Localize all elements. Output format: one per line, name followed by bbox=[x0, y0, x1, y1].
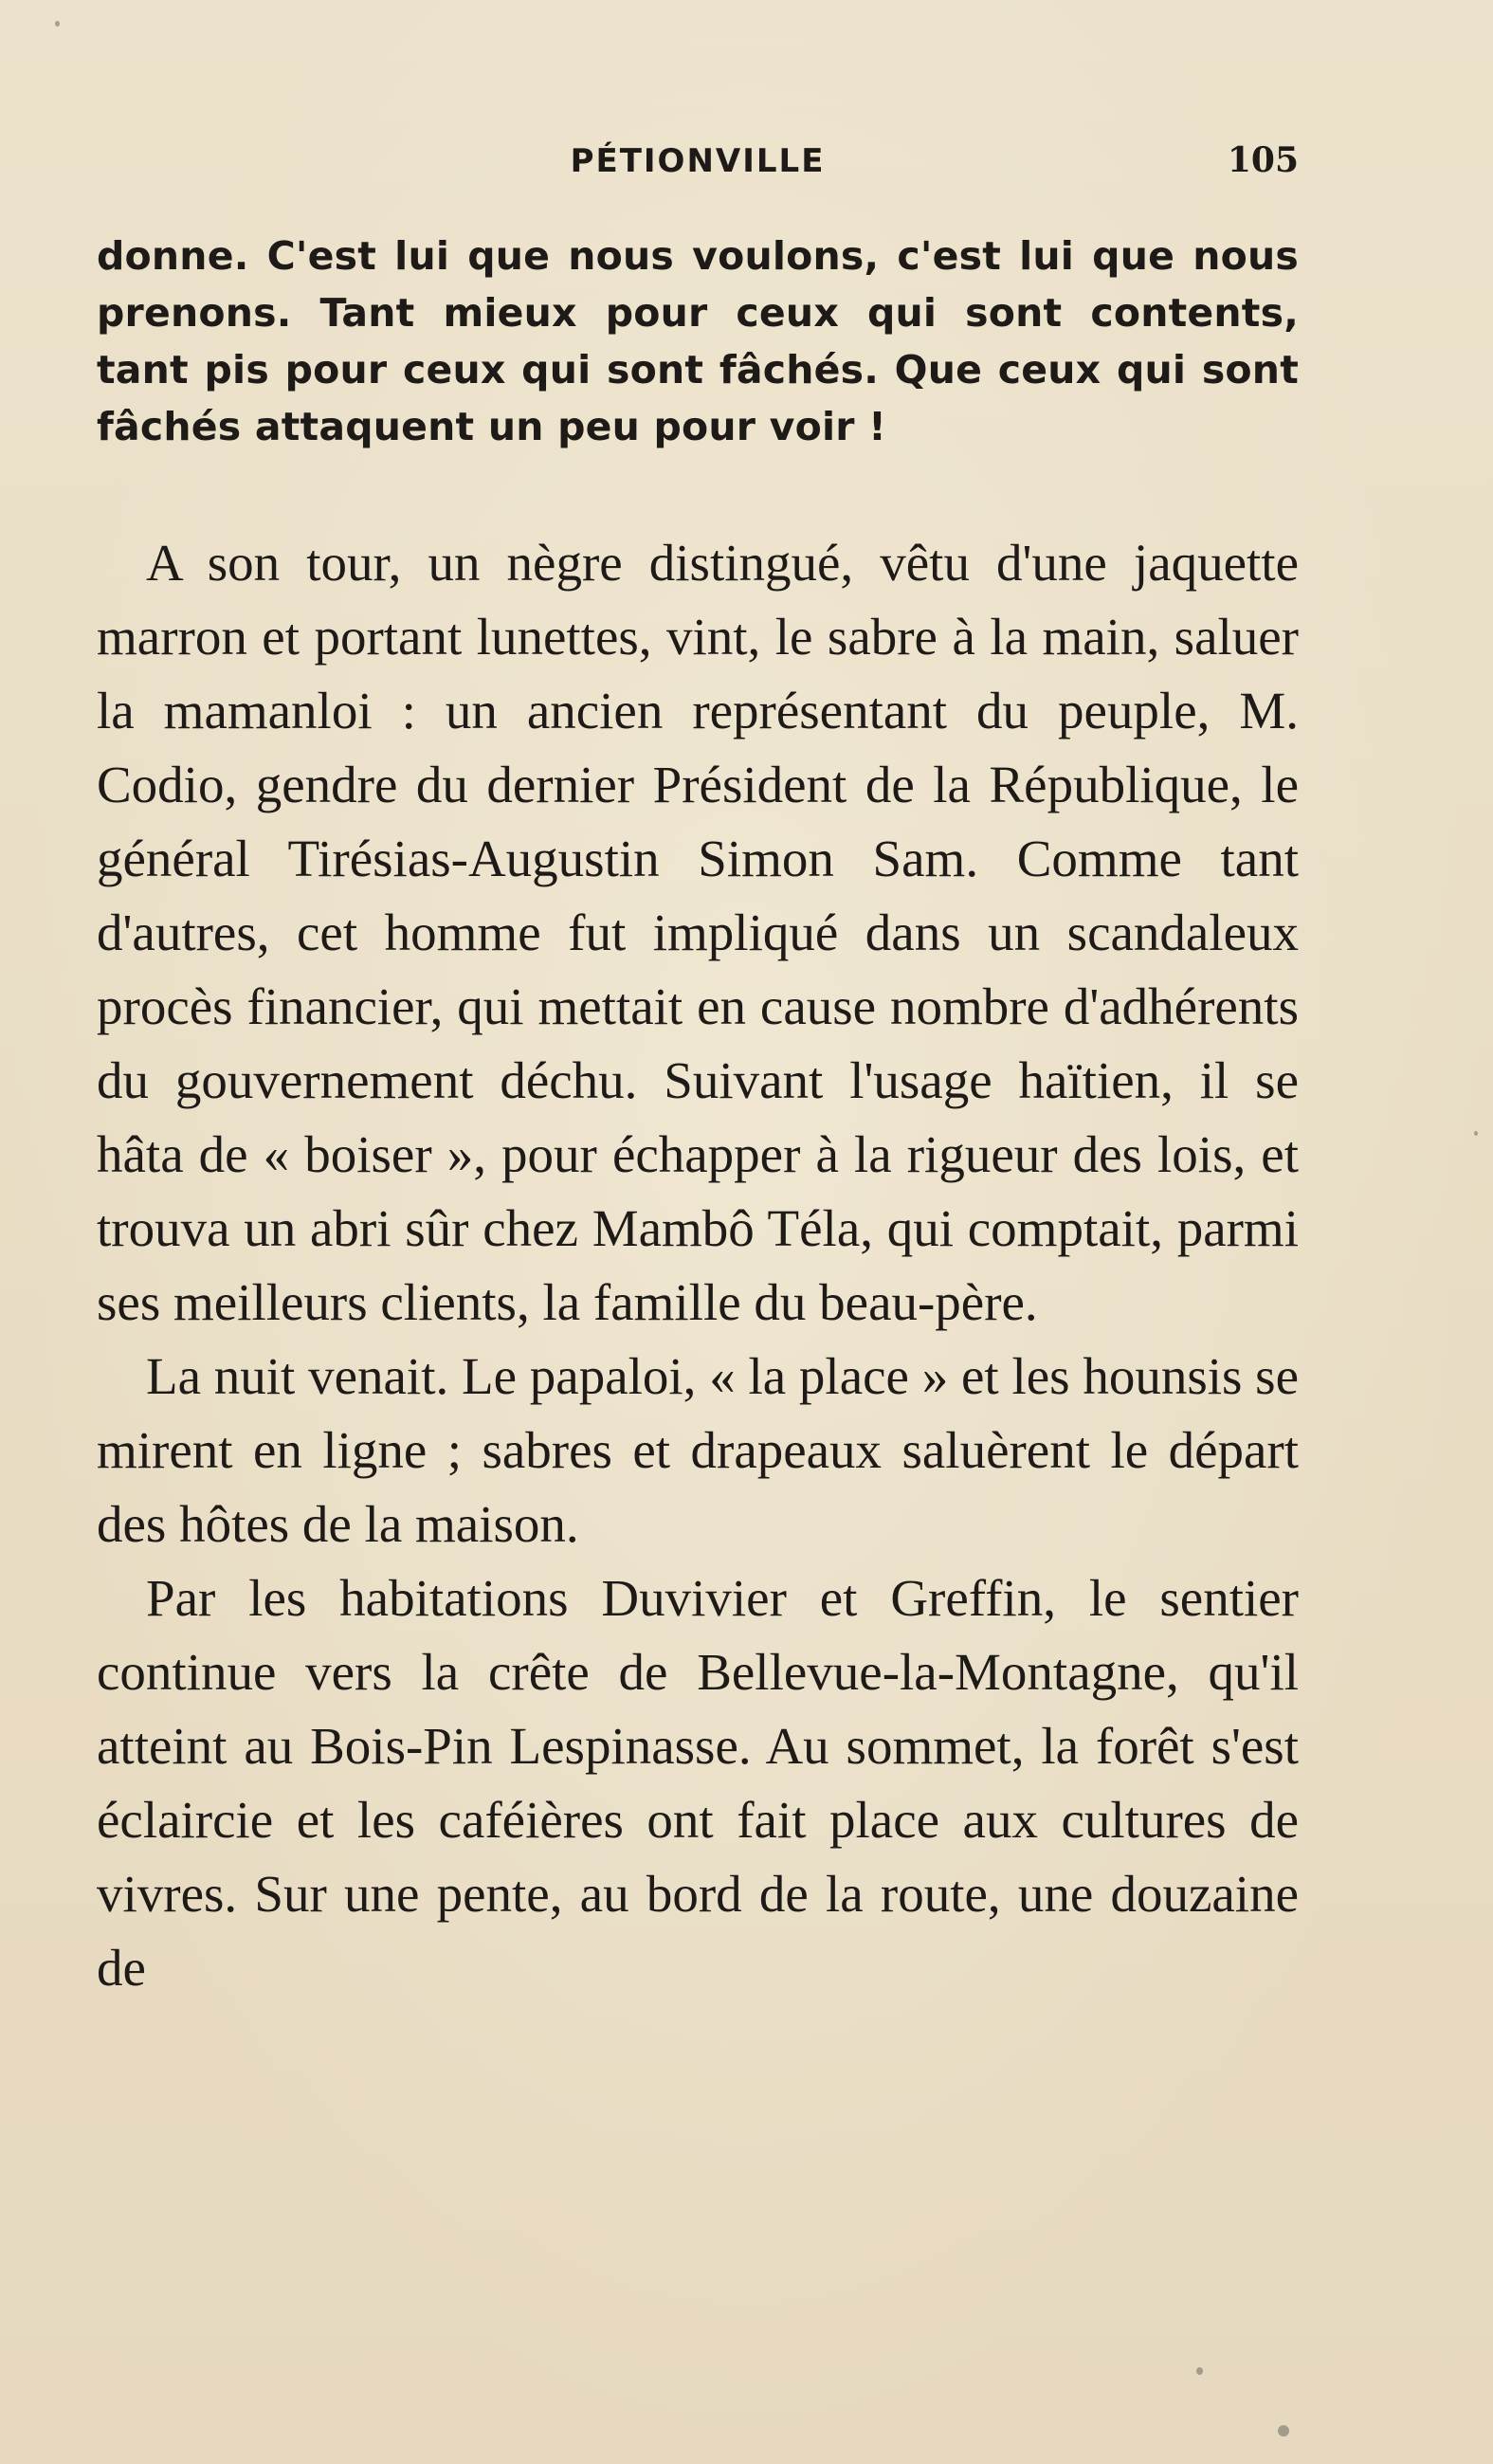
paper-speck bbox=[1278, 2425, 1289, 2437]
paper-speck bbox=[1196, 2367, 1203, 2375]
paragraph: A son tour, un nègre distingué, vêtu d'une jaquette marron et portant lunettes, vint, le sabre à la main, saluer la mamanloi : un ancien représentant du peuple, M. Codio, gendre du dernier Président de la République, le général Tirésias-Augustin Simon Sam. Comme tant d'autres, cet homme fut impliqué dans un scandaleux procès financier, qui mettait en cause nombre d'adhérents du gouvernement déchu. Suivant l'usage haïtien, il se hâta de « boiser », pour échapper à la rigueur des lois, et trouva un abri sûr chez Mambô Téla, qui comptait, parmi ses meilleurs clients, la famille du beau-père. bbox=[97, 534, 1299, 1331]
paper-speck bbox=[55, 21, 60, 27]
running-title: PÉTIONVILLE bbox=[570, 142, 826, 180]
paragraph: Par les habitations Duvivier et Greffin, le sentier continue vers la crête de Bellevue-la-Montagne, qu'il atteint au Bois-Pin Lespinasse. Au sommet, la forêt s'est éclaircie et les caféières ont fait place aux cultures de vivres. Sur une pente, au bord de la route, une douzaine de bbox=[97, 1569, 1299, 1997]
quoted-speech: donne. C'est lui que nous voulons, c'est lui que nous prenons. Tant mieux pour ceux qui sont contents, tant pis pour ceux qui sont fâchés. Que ceux qui sont fâchés attaquent un peu pour voir ! bbox=[97, 233, 1299, 449]
page-header bbox=[97, 142, 1299, 190]
paper-speck bbox=[1474, 1131, 1478, 1136]
body-text bbox=[97, 526, 1299, 2005]
page-number: 105 bbox=[1227, 140, 1299, 180]
paragraph: La nuit venait. Le papaloi, « la place » et les hounsis se mirent en ligne ; sabres et drapeaux saluèrent le départ des hôtes de la maison. bbox=[97, 1347, 1299, 1553]
